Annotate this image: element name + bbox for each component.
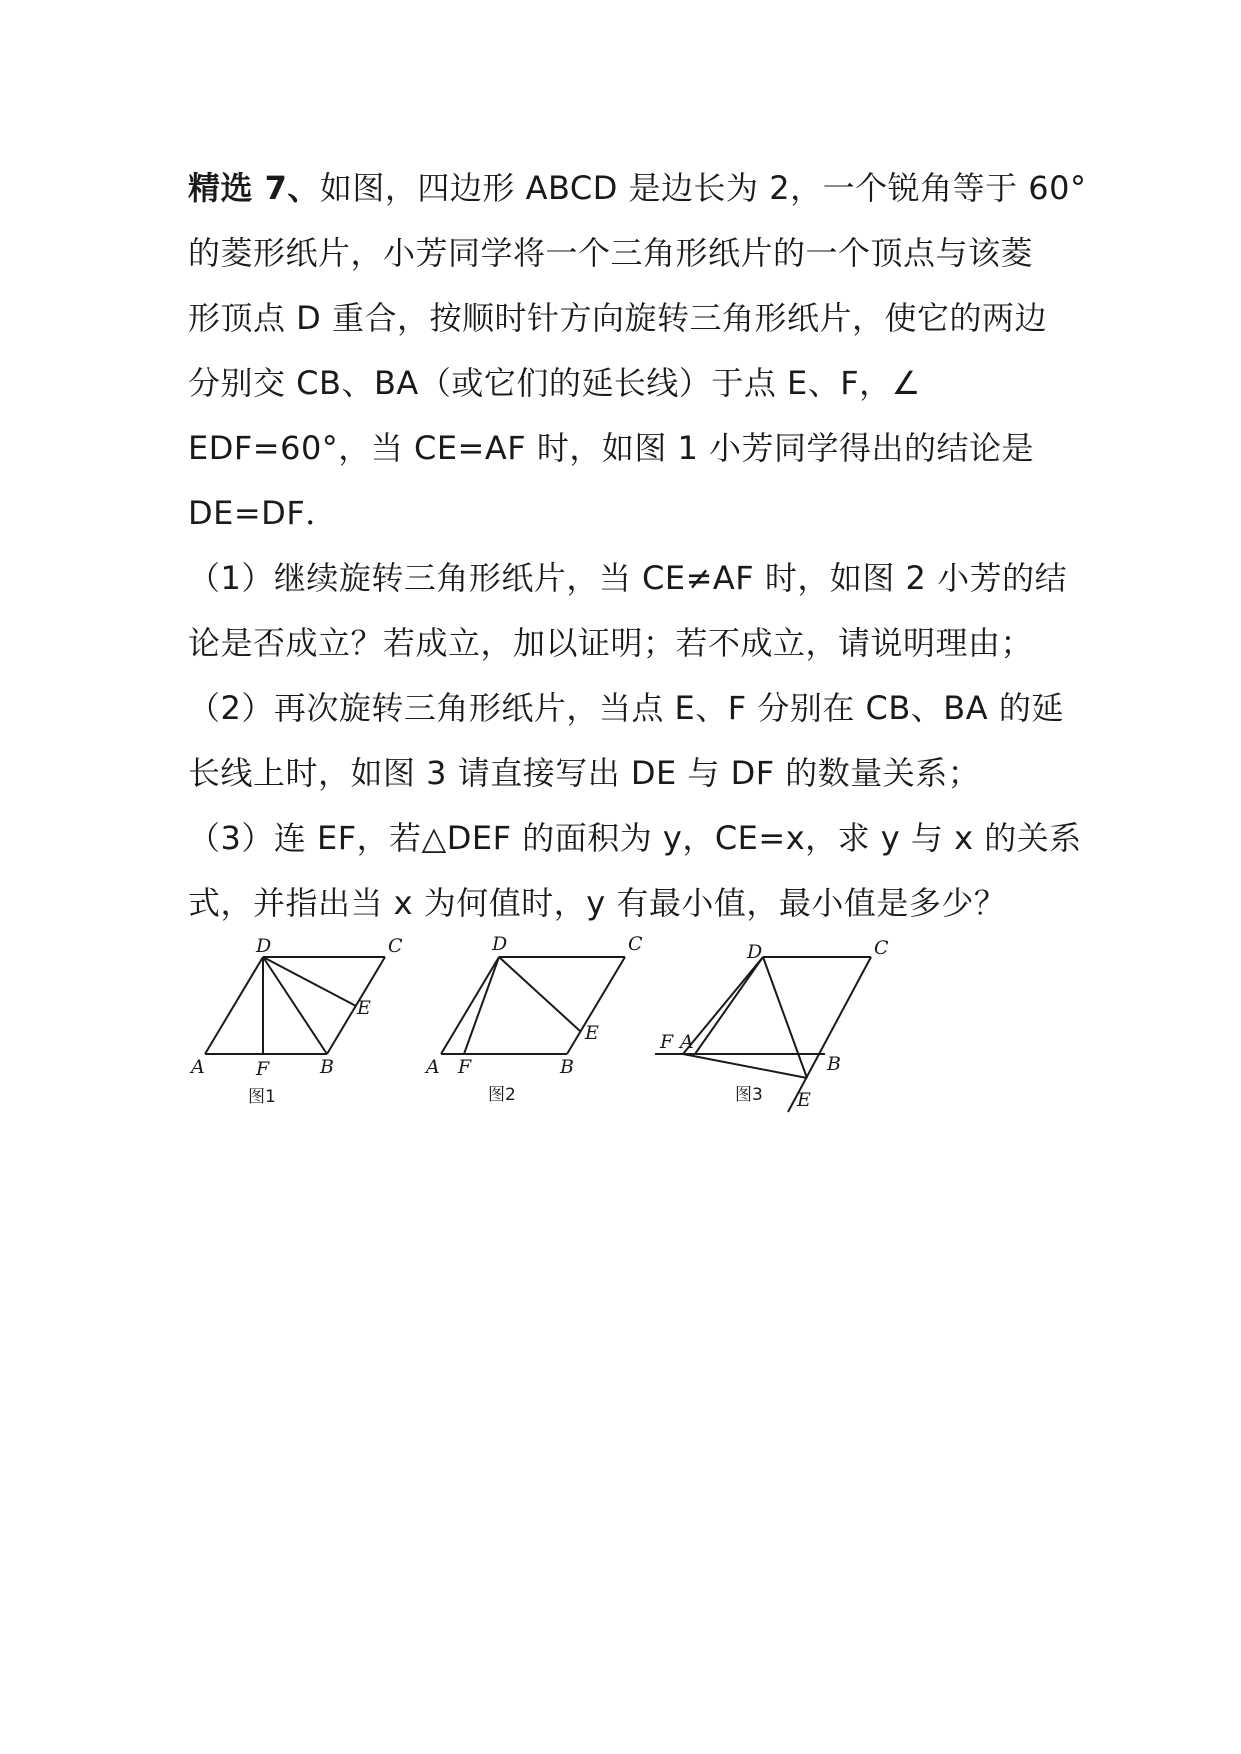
problem-text bbox=[188, 156, 1087, 936]
fig3-label-a: A bbox=[680, 1031, 694, 1053]
figures bbox=[180, 930, 960, 1140]
problem-line-6: DE=DF． bbox=[188, 494, 338, 532]
fig1-label-f: F bbox=[256, 1058, 270, 1080]
fig2-caption: 图2 bbox=[488, 1085, 516, 1105]
question-1-line-1: （1）继续旋转三角形纸片，当 CE≠AF 时，如图 2 小芳的结 bbox=[188, 559, 1068, 597]
problem-line-3: 形顶点 D 重合，按顺时针方向旋转三角形纸片，使它的两边 bbox=[188, 299, 1047, 337]
fig2-label-b: B bbox=[560, 1056, 574, 1078]
fig2-label-c: C bbox=[628, 933, 643, 955]
fig3-label-f: F bbox=[660, 1031, 674, 1053]
fig3-label-b: B bbox=[827, 1053, 841, 1075]
problem-line-5: EDF=60°，当 CE=AF 时，如图 1 小芳同学得出的结论是 bbox=[188, 429, 1035, 467]
fig3-label-c: C bbox=[874, 937, 889, 959]
problem-label: 精选 7、 bbox=[188, 169, 320, 207]
fig3-label-e: E bbox=[797, 1089, 811, 1111]
fig2-label-f: F bbox=[458, 1056, 472, 1078]
question-2-line-2: 长线上时，如图 3 请直接写出 DE 与 DF 的数量关系； bbox=[188, 754, 981, 792]
problem-line-4: 分别交 CB、BA（或它们的延长线）于点 E、F，∠ bbox=[188, 364, 921, 402]
fig1-label-e: E bbox=[357, 997, 371, 1019]
question-3-line-2: 式，并指出当 x 为何值时，y 有最小值，最小值是多少？ bbox=[188, 884, 1007, 922]
figures-svg bbox=[180, 930, 960, 1140]
question-3-line-1: （3）连 EF，若△DEF 的面积为 y，CE=x，求 y 与 x 的关系 bbox=[188, 819, 1082, 857]
fig1-caption: 图1 bbox=[248, 1087, 276, 1107]
question-2-line-1: （2）再次旋转三角形纸片，当点 E、F 分别在 CB、BA 的延 bbox=[188, 689, 1064, 727]
problem-line-2: 的菱形纸片，小芳同学将一个三角形纸片的一个顶点与该菱 bbox=[188, 234, 1034, 272]
fig1-label-c: C bbox=[388, 935, 403, 957]
fig1-label-b: B bbox=[320, 1056, 334, 1078]
problem-line-text: 如图，四边形 ABCD 是边长为 2，一个锐角等于 60° bbox=[319, 169, 1087, 207]
fig2-label-e: E bbox=[585, 1022, 599, 1044]
fig3-label-d: D bbox=[747, 941, 763, 963]
fig1-label-d: D bbox=[256, 935, 272, 957]
fig2-label-a: A bbox=[426, 1056, 440, 1078]
fig3-caption: 图3 bbox=[735, 1085, 763, 1105]
fig2-label-d: D bbox=[492, 933, 508, 955]
fig1-label-a: A bbox=[191, 1056, 205, 1078]
question-1-line-2: 论是否成立？若成立，加以证明；若不成立，请说明理由； bbox=[188, 624, 1034, 662]
problem-line-1 bbox=[188, 156, 1087, 221]
